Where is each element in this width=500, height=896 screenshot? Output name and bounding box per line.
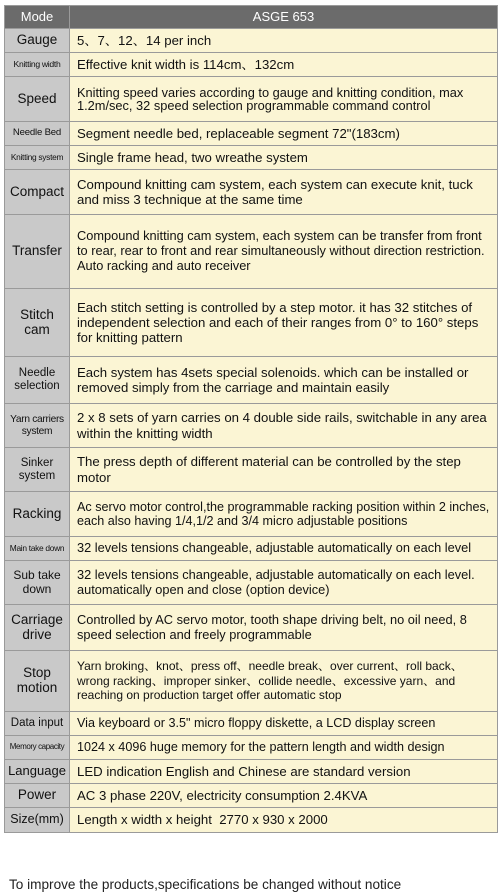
table-row — [5, 29, 498, 53]
spec-table — [4, 5, 498, 833]
row-value: LED indication English and Chinese are standard version — [70, 760, 498, 784]
row-value: The press depth of different material can be controlled by the step motor — [70, 448, 498, 492]
row-value: AC 3 phase 220V, electricity consumption 2.4KVA — [70, 784, 498, 808]
table-row — [5, 736, 498, 760]
table-row — [5, 77, 498, 122]
table-row — [5, 122, 498, 146]
table-row — [5, 146, 498, 170]
row-label: Stitch cam — [5, 289, 70, 357]
row-value: Compound knitting cam system, each system can execute knit, tuck and miss 3 technique at the same time — [70, 170, 498, 215]
row-value: Single frame head, two wreathe system — [70, 146, 498, 170]
table-row — [5, 537, 498, 561]
row-label: Memory capacity — [5, 736, 70, 760]
row-value: Ac servo motor control,the programmable racking position within 2 inches, each also having 1/4,1/2 and 3/4 micro adjustable positions — [70, 492, 498, 537]
row-value: Each stitch setting is controlled by a step motor. it has 32 stitches of independent selection and each of their ranges from 0° to 160° steps for knitting pattern — [70, 289, 498, 357]
table-row — [5, 357, 498, 404]
row-value: Each system has 4sets special solenoids. which can be installed or removed simply from the carriage and maintain easily — [70, 357, 498, 404]
row-value: Effective knit width is 114cm、132cm — [70, 53, 498, 77]
row-label: Knitting width — [5, 53, 70, 77]
row-label: Sinker system — [5, 448, 70, 492]
row-value: 5、7、12、14 per inch — [70, 29, 498, 53]
row-label: Transfer — [5, 215, 70, 289]
row-label: Knitting system — [5, 146, 70, 170]
header-model: ASGE 653 — [70, 6, 498, 29]
row-label: Carriage drive — [5, 605, 70, 651]
table-row — [5, 289, 498, 357]
row-label: Needle Bed — [5, 122, 70, 146]
footnote: To improve the products,specifications be changed without notice — [9, 877, 402, 892]
row-value: Length x width x height 2770 x 930 x 2000 — [70, 808, 498, 833]
row-label: Data input — [5, 712, 70, 736]
row-value: Controlled by AC servo motor, tooth shape driving belt, no oil need, 8 speed selection and freely programmable — [70, 605, 498, 651]
row-label: Main take down — [5, 537, 70, 561]
row-label: Sub take down — [5, 561, 70, 605]
table-row — [5, 561, 498, 605]
table-row — [5, 605, 498, 651]
row-label: Yarn carriers system — [5, 404, 70, 448]
table-row — [5, 215, 498, 289]
row-value: Yarn broking、knot、press off、needle break、over current、roll back、wrong racking、improper sinker、collide needle、excessive yarn、and reaching on production target offer automatic stop — [70, 651, 498, 712]
table-row — [5, 404, 498, 448]
row-label: Size(mm) — [5, 808, 70, 833]
header-label: Mode — [5, 6, 70, 29]
row-label: Stop motion — [5, 651, 70, 712]
row-label: Power — [5, 784, 70, 808]
row-label: Gauge — [5, 29, 70, 53]
table-row — [5, 492, 498, 537]
table-row — [5, 53, 498, 77]
table-row — [5, 760, 498, 784]
row-value: 32 levels tensions changeable, adjustable automatically on each level. automatically open and close (option device) — [70, 561, 498, 605]
row-label: Needle selection — [5, 357, 70, 404]
row-value: 2 x 8 sets of yarn carries on 4 double side rails, switchable in any area within the knitting width — [70, 404, 498, 448]
row-value: Compound knitting cam system, each system can be transfer from front to rear, rear to front and rear simultaneously without direction restriction. Auto racking and auto receiver — [70, 215, 498, 289]
table-row — [5, 170, 498, 215]
row-value: Via keyboard or 3.5" micro floppy diskette, a LCD display screen — [70, 712, 498, 736]
row-label: Compact — [5, 170, 70, 215]
table-row — [5, 712, 498, 736]
row-label: Racking — [5, 492, 70, 537]
table-row — [5, 651, 498, 712]
row-value: 32 levels tensions changeable, adjustable automatically on each level — [70, 537, 498, 561]
row-value: 1024 x 4096 huge memory for the pattern length and width design — [70, 736, 498, 760]
table-header-row — [5, 6, 498, 29]
table-row — [5, 448, 498, 492]
row-label: Language — [5, 760, 70, 784]
row-value: Knitting speed varies according to gauge and knitting condition, max 1.2m/sec, 32 speed selection programmable command control — [70, 77, 498, 122]
table-row — [5, 784, 498, 808]
table-row — [5, 808, 498, 833]
row-value: Segment needle bed, replaceable segment 72"(183cm) — [70, 122, 498, 146]
row-label: Speed — [5, 77, 70, 122]
